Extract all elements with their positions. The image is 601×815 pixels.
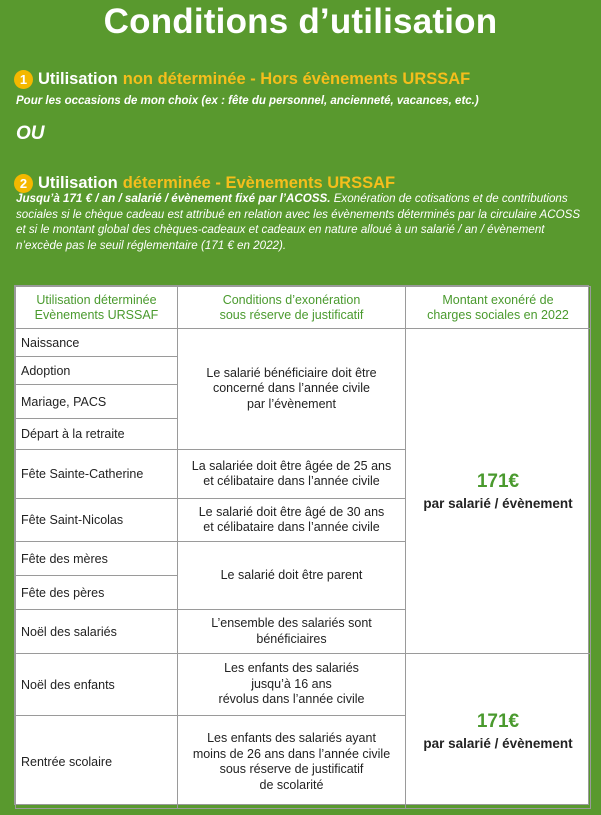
condition-cell [178, 329, 406, 450]
condition-cell [178, 654, 406, 716]
header-events [16, 287, 178, 329]
condition-text: Le salarié doit être âgé de 30 ans et célibataire dans l’année civile [198, 504, 385, 534]
section-2-para-bold: Jusqu’à 171 € / an / salarié / évènement fixé par l’ACOSS. [16, 192, 331, 205]
section-2-paragraph [16, 191, 590, 253]
section-2-label: Utilisation [38, 174, 118, 192]
event-cell: Mariage, PACS [16, 385, 178, 419]
table-row [16, 654, 591, 716]
amount-cell [406, 329, 591, 654]
section-1-heading [14, 70, 470, 89]
table-header-row [16, 287, 591, 329]
event-cell: Naissance [16, 329, 178, 357]
page-title: Conditions d’utilisation [103, 2, 498, 41]
event-cell: Noël des salariés [16, 610, 178, 654]
amount-value: 171€ [476, 471, 520, 492]
event-cell: Rentrée scolaire [16, 716, 178, 809]
section-1-highlight: non déterminée - Hors évènements URSSAF [122, 70, 471, 88]
section-2-highlight: déterminée - Evènements URSSAF [122, 174, 396, 192]
header-conditions-label: Conditions d’exonération sous réserve de justificatif [219, 292, 364, 322]
event-cell: Noël des enfants [16, 654, 178, 716]
number-badge-1: 1 [14, 70, 33, 89]
condition-text: L’ensemble des salariés sont bénéficiaires [211, 616, 372, 646]
amount-per: par salarié / évènement [423, 496, 573, 511]
condition-text: La salariée doit être âgée de 25 ans et célibataire dans l’année civile [191, 458, 392, 488]
separator-ou: OU [16, 123, 45, 144]
section-2-para-text: Exonération de cotisations et de contributions sociales si le chèque cadeau est attribué en relation avec les évènements déterminés par la circulaire ACOSS et si le montant global des chèques-cadeaux et cadeaux en nature alloué à un salarié / an / évènement n’excède pas le seuil réglementaire (171 € en 2022). [16, 192, 581, 252]
amount-cell [406, 654, 591, 809]
table-row [16, 329, 591, 357]
section-1-label: Utilisation [38, 70, 118, 88]
header-amount-label: Montant exonéré de charges sociales en 2022 [427, 292, 569, 322]
condition-text: Le salarié doit être parent [220, 567, 363, 582]
condition-cell [178, 716, 406, 809]
event-cell: Fête des mères [16, 542, 178, 576]
event-cell: Départ à la retraite [16, 419, 178, 450]
amount-per: par salarié / évènement [423, 736, 573, 751]
header-conditions [178, 287, 406, 329]
event-cell: Adoption [16, 357, 178, 385]
event-cell: Fête des pères [16, 576, 178, 610]
event-cell: Fête Sainte-Catherine [16, 450, 178, 499]
section-1-subtitle: Pour les occasions de mon choix (ex : fête du personnel, ancienneté, vacances, etc.) [16, 95, 479, 107]
event-cell: Fête Saint-Nicolas [16, 499, 178, 542]
condition-text: Les enfants des salariés ayant moins de 26 ans dans l’année civile sous réserve de justificatif de scolarité [192, 731, 391, 792]
amount-value: 171€ [476, 711, 520, 732]
number-badge-2: 2 [14, 174, 33, 193]
condition-text: Le salarié bénéficiaire doit être concerné dans l’année civile par l’évènement [206, 365, 377, 411]
condition-cell [178, 542, 406, 610]
condition-cell [178, 610, 406, 654]
condition-cell [178, 499, 406, 542]
condition-cell [178, 450, 406, 499]
condition-text: Les enfants des salariés jusqu’à 16 ans révolus dans l’année civile [218, 661, 365, 707]
exemption-table [14, 285, 589, 805]
header-amount [406, 287, 591, 329]
header-events-label: Utilisation déterminée Evènements URSSAF [34, 292, 159, 322]
